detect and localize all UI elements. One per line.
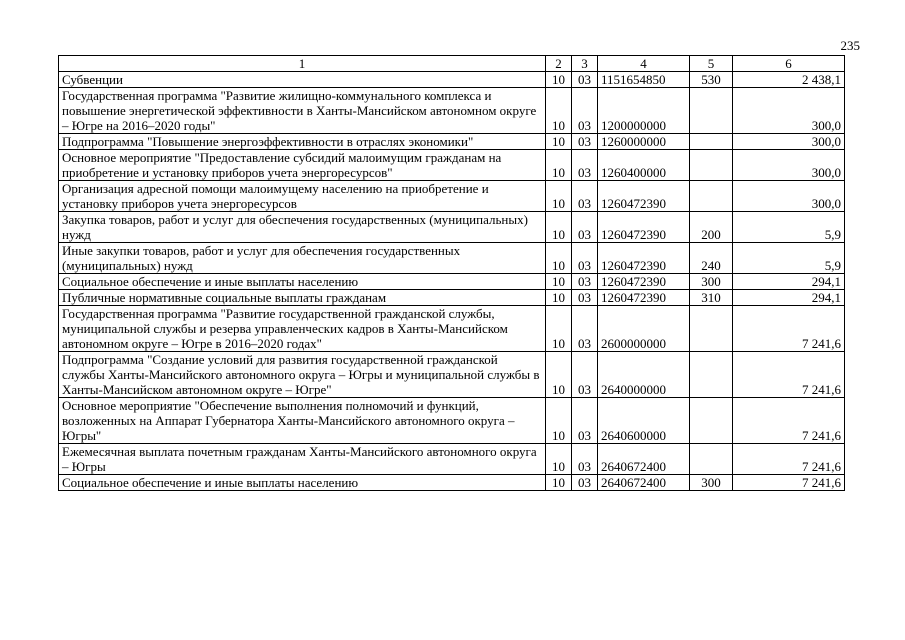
table-body xyxy=(59,72,845,491)
expense-type-cell xyxy=(690,150,733,181)
expense-type-cell xyxy=(690,134,733,150)
header-row xyxy=(59,56,845,72)
subsection-cell: 03 xyxy=(572,181,598,212)
expense-type-cell: 310 xyxy=(690,290,733,306)
target-article-cell: 1260472390 xyxy=(598,243,690,274)
target-article-cell: 1260472390 xyxy=(598,212,690,243)
name-cell: Организация адресной помощи малоимущему населению на приобретение и установку приборов учета энергоресурсов xyxy=(59,181,546,212)
name-cell: Подпрограмма "Создание условий для развития государственной гражданской службы Ханты-Мансийского автономного округа – Югры и муниципальной службы в Ханты-Мансийском автономном округе – Югре" xyxy=(59,352,546,398)
table-row xyxy=(59,352,845,398)
amount-cell: 300,0 xyxy=(733,88,845,134)
name-cell: Государственная программа "Развитие государственной гражданской службы, муниципальной службы и резерва управленческих кадров в Ханты-Мансийском автономном округе – Югре в 2016–2020 годах" xyxy=(59,306,546,352)
subsection-cell: 03 xyxy=(572,212,598,243)
name-cell: Иные закупки товаров, работ и услуг для обеспечения государственных (муниципальных) нужд xyxy=(59,243,546,274)
name-cell: Социальное обеспечение и иные выплаты населению xyxy=(59,274,546,290)
table-row xyxy=(59,88,845,134)
section-cell: 10 xyxy=(546,243,572,274)
section-cell: 10 xyxy=(546,398,572,444)
name-cell: Подпрограмма "Повышение энергоэффективности в отраслях экономики" xyxy=(59,134,546,150)
table-row xyxy=(59,444,845,475)
section-cell: 10 xyxy=(546,88,572,134)
table-row xyxy=(59,243,845,274)
name-cell: Социальное обеспечение и иные выплаты населению xyxy=(59,475,546,491)
section-cell: 10 xyxy=(546,290,572,306)
subsection-cell: 03 xyxy=(572,290,598,306)
target-article-cell: 2640672400 xyxy=(598,475,690,491)
subsection-cell: 03 xyxy=(572,150,598,181)
name-cell: Ежемесячная выплата почетным гражданам Ханты-Мансийского автономного округа – Югры xyxy=(59,444,546,475)
subsection-cell: 03 xyxy=(572,306,598,352)
header-col-4: 4 xyxy=(598,56,690,72)
section-cell: 10 xyxy=(546,134,572,150)
amount-cell: 2 438,1 xyxy=(733,72,845,88)
target-article-cell: 1151654850 xyxy=(598,72,690,88)
section-cell: 10 xyxy=(546,475,572,491)
subsection-cell: 03 xyxy=(572,72,598,88)
amount-cell: 300,0 xyxy=(733,181,845,212)
target-article-cell: 1260400000 xyxy=(598,150,690,181)
amount-cell: 7 241,6 xyxy=(733,306,845,352)
name-cell: Субвенции xyxy=(59,72,546,88)
target-article-cell: 2640600000 xyxy=(598,398,690,444)
section-cell: 10 xyxy=(546,150,572,181)
table-header xyxy=(59,56,845,72)
section-cell: 10 xyxy=(546,181,572,212)
target-article-cell: 2600000000 xyxy=(598,306,690,352)
expense-type-cell xyxy=(690,306,733,352)
subsection-cell: 03 xyxy=(572,243,598,274)
expense-type-cell xyxy=(690,181,733,212)
section-cell: 10 xyxy=(546,72,572,88)
table-row xyxy=(59,306,845,352)
amount-cell: 7 241,6 xyxy=(733,398,845,444)
subsection-cell: 03 xyxy=(572,134,598,150)
header-col-2: 2 xyxy=(546,56,572,72)
section-cell: 10 xyxy=(546,212,572,243)
expense-type-cell: 200 xyxy=(690,212,733,243)
subsection-cell: 03 xyxy=(572,274,598,290)
table-row xyxy=(59,181,845,212)
target-article-cell: 1260000000 xyxy=(598,134,690,150)
amount-cell: 5,9 xyxy=(733,212,845,243)
name-cell: Государственная программа "Развитие жилищно-коммунального комплекса и повышение энергетической эффективности в Ханты-Мансийском автономном округе – Югре на 2016–2020 годы" xyxy=(59,88,546,134)
table-row xyxy=(59,398,845,444)
header-col-5: 5 xyxy=(690,56,733,72)
budget-table xyxy=(58,55,845,491)
name-cell: Основное мероприятие "Предоставление субсидий малоимущим гражданам на приобретение и установку приборов учета энергоресурсов" xyxy=(59,150,546,181)
subsection-cell: 03 xyxy=(572,398,598,444)
table-row xyxy=(59,72,845,88)
header-col-6: 6 xyxy=(733,56,845,72)
section-cell: 10 xyxy=(546,274,572,290)
table-row xyxy=(59,134,845,150)
section-cell: 10 xyxy=(546,306,572,352)
expense-type-cell: 530 xyxy=(690,72,733,88)
amount-cell: 294,1 xyxy=(733,290,845,306)
amount-cell: 5,9 xyxy=(733,243,845,274)
expense-type-cell: 240 xyxy=(690,243,733,274)
target-article-cell: 2640672400 xyxy=(598,444,690,475)
expense-type-cell: 300 xyxy=(690,274,733,290)
target-article-cell: 1260472390 xyxy=(598,290,690,306)
table-row xyxy=(59,475,845,491)
subsection-cell: 03 xyxy=(572,444,598,475)
section-cell: 10 xyxy=(546,352,572,398)
header-col-1: 1 xyxy=(59,56,546,72)
amount-cell: 300,0 xyxy=(733,150,845,181)
name-cell: Основное мероприятие "Обеспечение выполнения полномочий и функций, возложенных на Аппарат Губернатора Ханты-Мансийского автономного округа – Югры" xyxy=(59,398,546,444)
amount-cell: 294,1 xyxy=(733,274,845,290)
target-article-cell: 1260472390 xyxy=(598,274,690,290)
amount-cell: 300,0 xyxy=(733,134,845,150)
name-cell: Публичные нормативные социальные выплаты гражданам xyxy=(59,290,546,306)
table-row xyxy=(59,290,845,306)
expense-type-cell xyxy=(690,398,733,444)
expense-type-cell: 300 xyxy=(690,475,733,491)
table-row xyxy=(59,150,845,181)
amount-cell: 7 241,6 xyxy=(733,352,845,398)
subsection-cell: 03 xyxy=(572,475,598,491)
header-col-3: 3 xyxy=(572,56,598,72)
table-row xyxy=(59,212,845,243)
section-cell: 10 xyxy=(546,444,572,475)
amount-cell: 7 241,6 xyxy=(733,475,845,491)
table-row xyxy=(59,274,845,290)
expense-type-cell xyxy=(690,352,733,398)
amount-cell: 7 241,6 xyxy=(733,444,845,475)
target-article-cell: 1200000000 xyxy=(598,88,690,134)
expense-type-cell xyxy=(690,88,733,134)
page-number: 235 xyxy=(840,38,860,53)
expense-type-cell xyxy=(690,444,733,475)
target-article-cell: 1260472390 xyxy=(598,181,690,212)
subsection-cell: 03 xyxy=(572,352,598,398)
subsection-cell: 03 xyxy=(572,88,598,134)
name-cell: Закупка товаров, работ и услуг для обеспечения государственных (муниципальных) нужд xyxy=(59,212,546,243)
target-article-cell: 2640000000 xyxy=(598,352,690,398)
